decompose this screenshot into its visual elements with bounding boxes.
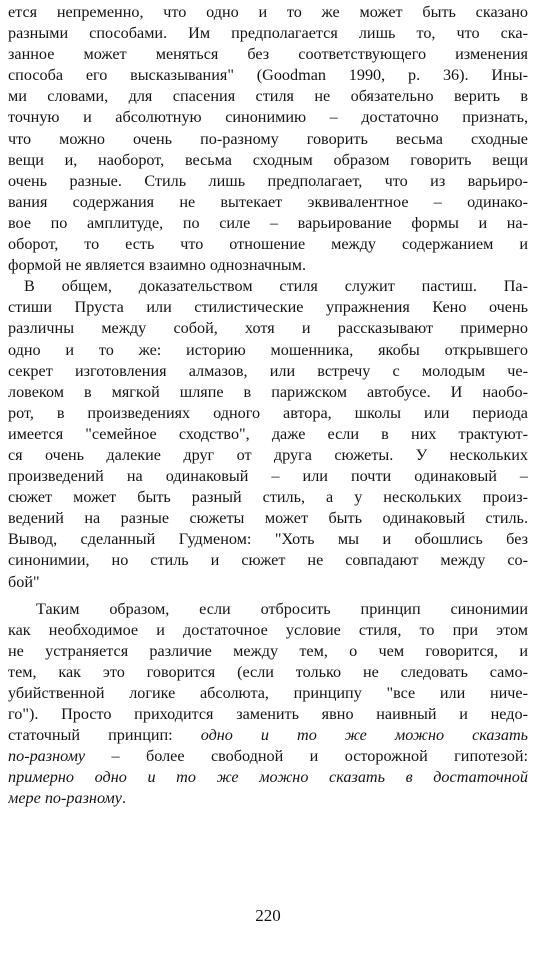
text-line: сюжет может быть разный стиль, а у нескольких произ- <box>8 488 528 507</box>
text-run: статочный принцип: <box>8 726 201 745</box>
text-line: произведений на одинаковый – или почти одинаковый – <box>8 467 528 486</box>
text-line: способа его высказывания" (Goodman 1990, p. 36). Ины- <box>8 66 528 85</box>
text-line: рот, в произведениях одного автора, школы или периода <box>8 403 528 422</box>
text-line: как необходимое и достаточное условие стиля, то при этом <box>8 620 528 639</box>
text-line: Таким образом, если отбросить принцип синонимии <box>36 599 528 618</box>
text-run: – более свободной и осторожной гипотезой: <box>85 747 528 766</box>
text-line: Вывод, сделанный Гудменом: "Хоть мы и обошлись без <box>8 530 528 549</box>
text-line: тем, как это говорится (если только не следовать само- <box>8 662 528 681</box>
text-line: не устраняется различие между тем, о чем говорится, и <box>8 641 528 660</box>
text-line: формой не является взаимно однозначным. <box>8 256 307 275</box>
paragraph-2 <box>8 276 528 592</box>
text-line: оборот, то есть что отношение между содержанием и <box>8 235 528 254</box>
text-line: ется непременно, что одно и то же может быть сказано <box>8 3 528 21</box>
text-line: ми словами, для спасения стиля не обязательно верить в <box>8 87 528 106</box>
text-line: ся очень далекие друг от друга сюжеты. У нескольких <box>8 445 528 464</box>
text-line: вое по амплитуде, по силе – варьирование формы и на- <box>8 213 528 232</box>
text-line: секрет изготовления алмазов, или встречу с молодым че- <box>8 361 528 380</box>
text-line: В общем, доказательством стиля служит пастиш. Па- <box>24 277 528 296</box>
text-line: имеется "семейное сходство", даже если в них трактуют- <box>8 424 528 443</box>
text-line: ловеком в мягкой шляпе в парижском автобусе. И наобо- <box>8 382 528 401</box>
text-line: бой" <box>8 572 40 591</box>
italic-text-line: примерно одно и то же можно сказать в достаточной <box>8 768 528 787</box>
italic-text-run: по-разному <box>8 747 86 766</box>
page-number: 220 <box>255 906 281 925</box>
paragraph-1 <box>8 2 528 276</box>
paragraph-3 <box>8 599 528 810</box>
text-line: вания содержания не вытекает эквивалентное – одинако- <box>8 192 528 211</box>
text-line: различны между собой, хотя и рассказывают примерно <box>8 319 528 338</box>
italic-text-run: одно и то же можно сказать <box>200 726 528 745</box>
text-line <box>8 788 528 809</box>
text-line: синонимии, но стиль и сюжет не совпадают между со- <box>8 551 528 570</box>
text-line <box>8 746 528 767</box>
text-line: точную и абсолютную синонимию – достаточно признать, <box>8 108 528 127</box>
text-line: вещи и, наоборот, весьма сходным образом говорить вещи <box>8 150 528 169</box>
text-line: го"). Просто приходится заменить явно наивный и недо- <box>8 705 528 724</box>
text-line: что можно очень по-разному говорить весьма сходные <box>8 129 528 148</box>
italic-text-run: мере по-разному <box>8 789 122 808</box>
text-line: одно и то же: историю мошенника, якобы открывшего <box>8 340 528 359</box>
text-line: ведений на разные сюжеты может быть одинаковый стиль. <box>8 509 528 528</box>
text-line: разными способами. Им предполагается лишь то, что ска- <box>8 24 528 43</box>
text-line: стиши Пруста или стилистические упражнения Кено очень <box>8 298 528 317</box>
text-run: . <box>121 789 126 808</box>
text-line: очень разные. Стиль лишь предполагает, что из варьиро- <box>8 171 528 190</box>
text-line <box>8 725 528 746</box>
text-line: занное может меняться без соответствующего изменения <box>8 45 528 64</box>
text-line: убийственной логике абсолюта, принципу "все или ниче- <box>8 684 528 702</box>
body-text <box>8 2 528 810</box>
